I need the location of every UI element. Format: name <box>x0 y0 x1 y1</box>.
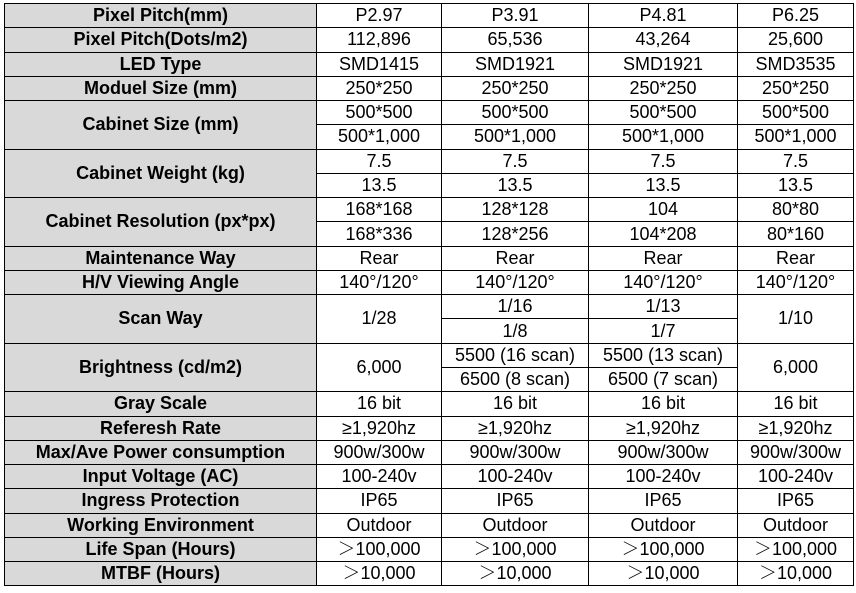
row-label: Referesh Rate <box>5 416 317 440</box>
cell: 250*250 <box>442 76 589 100</box>
cell: ＞10,000 <box>442 562 589 586</box>
cell: IP65 <box>738 489 854 513</box>
cell: Rear <box>317 246 442 270</box>
cell: ≥1,920hz <box>317 416 442 440</box>
cell: 100-240v <box>589 465 738 489</box>
cell: IP65 <box>589 489 738 513</box>
row-maintenance <box>5 246 854 270</box>
row-gray-scale <box>5 392 854 416</box>
row-label: Cabinet Resolution (px*px) <box>5 198 317 247</box>
row-environment <box>5 513 854 537</box>
cell: 250*250 <box>589 76 738 100</box>
cell: 1/8 <box>442 319 589 343</box>
cell: SMD3535 <box>738 52 854 76</box>
cell: 112,896 <box>317 28 442 52</box>
row-label: Working Environment <box>5 513 317 537</box>
cell: 104*208 <box>589 222 738 246</box>
row-mtbf <box>5 562 854 586</box>
row-pixel-density <box>5 28 854 52</box>
cell: 6,000 <box>317 343 442 392</box>
cell: 1/13 <box>589 295 738 319</box>
cell: 13.5 <box>317 173 442 197</box>
cell: 5500 (16 scan) <box>442 343 589 367</box>
row-label: Max/Ave Power consumption <box>5 440 317 464</box>
cell: 250*250 <box>317 76 442 100</box>
cell: 16 bit <box>442 392 589 416</box>
cell: Rear <box>442 246 589 270</box>
cell: 16 bit <box>589 392 738 416</box>
cell: IP65 <box>442 489 589 513</box>
cell: 500*500 <box>442 101 589 125</box>
cell: 1/28 <box>317 295 442 344</box>
column-header-p625: P6.25 <box>738 4 854 28</box>
row-label: Brightness (cd/m2) <box>5 343 317 392</box>
cell: 80*160 <box>738 222 854 246</box>
cell: 13.5 <box>442 173 589 197</box>
cell: Rear <box>738 246 854 270</box>
column-header-p297: P2.97 <box>317 4 442 28</box>
row-module-size <box>5 76 854 100</box>
cell: ＞10,000 <box>589 562 738 586</box>
row-label: Life Span (Hours) <box>5 537 317 561</box>
cell: 7.5 <box>442 149 589 173</box>
cell: 500*1,000 <box>589 125 738 149</box>
row-scan-way <box>5 295 854 319</box>
row-label: Gray Scale <box>5 392 317 416</box>
cell: 1/7 <box>589 319 738 343</box>
row-label: Maintenance Way <box>5 246 317 270</box>
row-label: Cabinet Size (mm) <box>5 101 317 150</box>
cell: 140°/120° <box>589 270 738 294</box>
cell: 100-240v <box>317 465 442 489</box>
row-ingress <box>5 489 854 513</box>
cell: 1/16 <box>442 295 589 319</box>
cell: 500*1,000 <box>317 125 442 149</box>
cell: Outdoor <box>317 513 442 537</box>
cell: 168*336 <box>317 222 442 246</box>
row-label: Scan Way <box>5 295 317 344</box>
cell: ＞10,000 <box>738 562 854 586</box>
cell: ≥1,920hz <box>589 416 738 440</box>
row-label: Pixel Pitch(Dots/m2) <box>5 28 317 52</box>
cell: 13.5 <box>589 173 738 197</box>
cell: 7.5 <box>317 149 442 173</box>
cell: IP65 <box>317 489 442 513</box>
cell: 900w/300w <box>738 440 854 464</box>
cell: ＞10,000 <box>317 562 442 586</box>
row-life-span <box>5 537 854 561</box>
cell: 128*128 <box>442 198 589 222</box>
cell: 6500 (8 scan) <box>442 367 589 391</box>
cell: Rear <box>589 246 738 270</box>
cell: 100-240v <box>442 465 589 489</box>
cell: 7.5 <box>589 149 738 173</box>
cell: 16 bit <box>738 392 854 416</box>
row-led-type <box>5 52 854 76</box>
cell: 5500 (13 scan) <box>589 343 738 367</box>
cell: 65,536 <box>442 28 589 52</box>
cell: Outdoor <box>589 513 738 537</box>
row-refresh-rate <box>5 416 854 440</box>
row-label: LED Type <box>5 52 317 76</box>
row-power <box>5 440 854 464</box>
row-label: Ingress Protection <box>5 489 317 513</box>
cell: 140°/120° <box>442 270 589 294</box>
cell: Outdoor <box>738 513 854 537</box>
row-label: Cabinet Weight (kg) <box>5 149 317 198</box>
cell: SMD1415 <box>317 52 442 76</box>
cell: 140°/120° <box>738 270 854 294</box>
row-label: Pixel Pitch(mm) <box>5 4 317 28</box>
cell: 900w/300w <box>317 440 442 464</box>
cell: 250*250 <box>738 76 854 100</box>
cell: 168*168 <box>317 198 442 222</box>
row-cabinet-size <box>5 101 854 125</box>
cell: 500*500 <box>317 101 442 125</box>
cell: 6500 (7 scan) <box>589 367 738 391</box>
cell: ＞100,000 <box>589 537 738 561</box>
cell: 500*1,000 <box>442 125 589 149</box>
cell: 128*256 <box>442 222 589 246</box>
row-pixel-pitch <box>5 4 854 28</box>
row-viewing-angle <box>5 270 854 294</box>
column-header-p481: P4.81 <box>589 4 738 28</box>
spec-table <box>4 3 854 586</box>
cell: ＞100,000 <box>442 537 589 561</box>
row-input-voltage <box>5 465 854 489</box>
cell: 140°/120° <box>317 270 442 294</box>
cell: ＞100,000 <box>738 537 854 561</box>
cell: 500*500 <box>738 101 854 125</box>
cell: 500*1,000 <box>738 125 854 149</box>
cell: ≥1,920hz <box>442 416 589 440</box>
cell: 43,264 <box>589 28 738 52</box>
cell: 7.5 <box>738 149 854 173</box>
cell: 80*80 <box>738 198 854 222</box>
row-label: MTBF (Hours) <box>5 562 317 586</box>
cell: 500*500 <box>589 101 738 125</box>
cell: 900w/300w <box>589 440 738 464</box>
row-label: Moduel Size (mm) <box>5 76 317 100</box>
cell: Outdoor <box>442 513 589 537</box>
cell: ＞100,000 <box>317 537 442 561</box>
row-cabinet-resolution <box>5 198 854 222</box>
cell: SMD1921 <box>589 52 738 76</box>
cell: SMD1921 <box>442 52 589 76</box>
column-header-p391: P3.91 <box>442 4 589 28</box>
cell: 25,600 <box>738 28 854 52</box>
cell: ≥1,920hz <box>738 416 854 440</box>
row-label: Input Voltage (AC) <box>5 465 317 489</box>
row-label: H/V Viewing Angle <box>5 270 317 294</box>
cell: 13.5 <box>738 173 854 197</box>
cell: 1/10 <box>738 295 854 344</box>
cell: 100-240v <box>738 465 854 489</box>
cell: 104 <box>589 198 738 222</box>
row-brightness <box>5 343 854 367</box>
row-cabinet-weight <box>5 149 854 173</box>
cell: 6,000 <box>738 343 854 392</box>
cell: 900w/300w <box>442 440 589 464</box>
cell: 16 bit <box>317 392 442 416</box>
